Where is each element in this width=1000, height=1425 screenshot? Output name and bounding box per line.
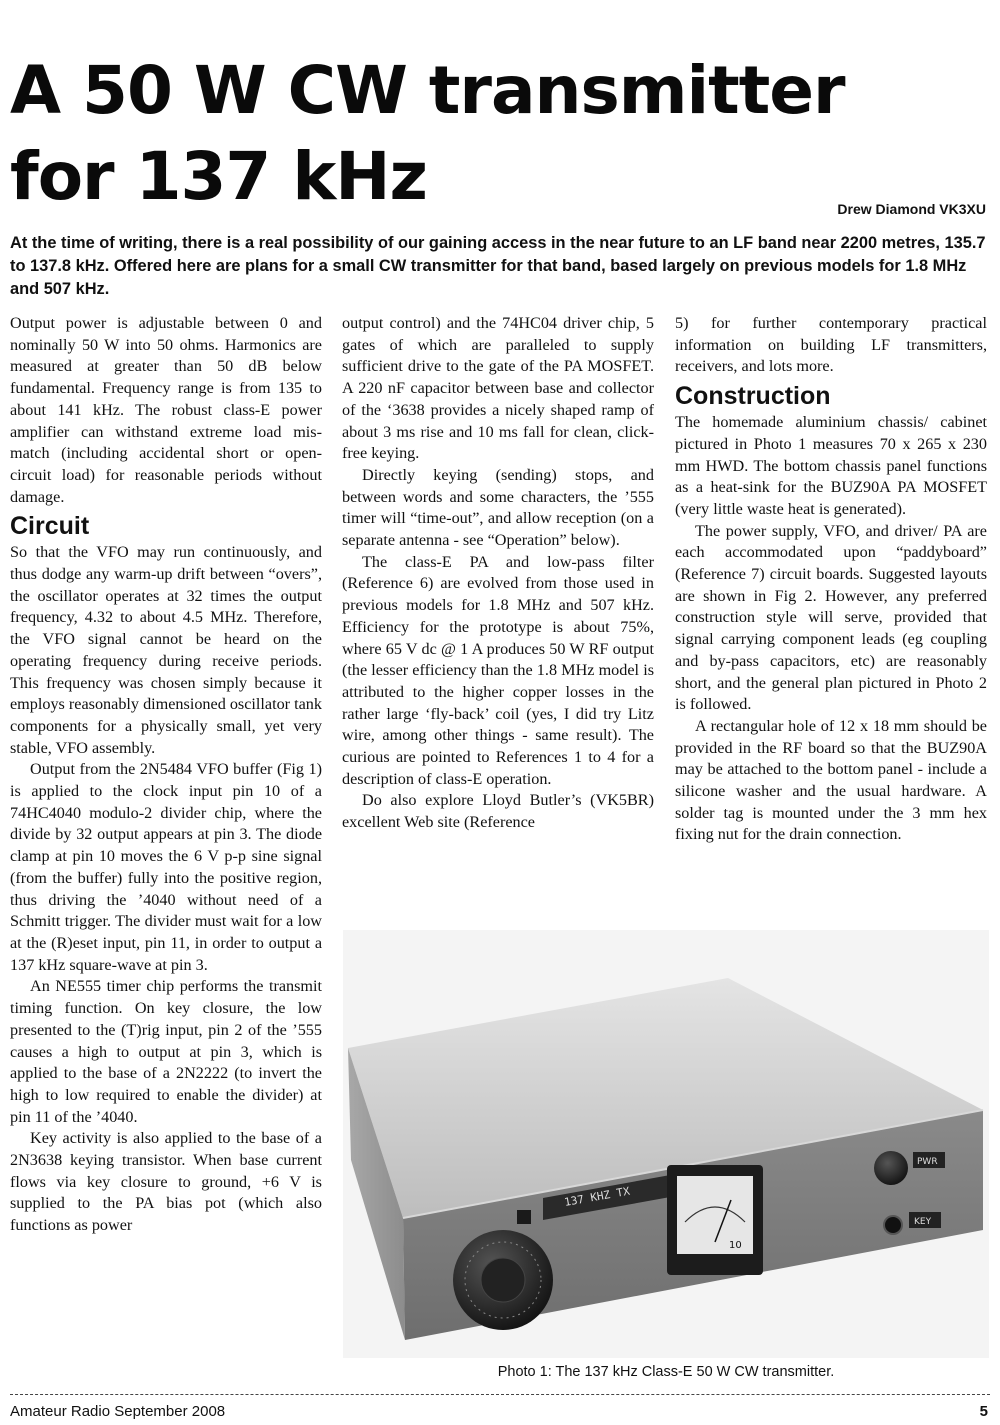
col2-paragraph-3: The class-E PA and low-pass filter (Reference 6) are evolved from those used in previous models for 1.8 MHz and 507 kHz. Efficiency for the prototype is about 75%, where 65 V dc @ 1 A produces 50 W RF output (the lesser efficiency than the 1.8 MHz model is attributed to the higher copper losses in the rather large ‘fly-back’ coil (yes, I did try Litz wire, among other things - same result). The curious are pointed to References 1 to 4 for a description of class-E operation. [342,552,654,788]
page-number: 5 [979,1403,988,1420]
col2-paragraph-2: Directly keying (sending) stops, and between words and some characters, the ’555 timer will “time-out”, and allow reception (on a separate antenna - see “Operation” below). [342,465,654,550]
author-byline: Drew Diamond VK3XU [837,201,986,217]
col3-paragraph-1: 5) for further contemporary practical information on building LF transmitters, receivers, and lots more. [675,314,987,376]
transmitter-photo [343,930,989,1358]
footer-divider [10,1394,990,1395]
pwr-label: PWR [917,1157,938,1167]
col2-paragraph-1: output control) and the 74HC04 driver chip, 5 gates of which are paralleled to supply sufficient drive to the gate of the PA MOSFET. A 220 nF capacitor between base and collector of the ‘3638 provides a nicely shaped ramp of about 3 ms rise and 10 ms fall for clean, click-free keying. [342,314,654,463]
col2-paragraph-4: Do also explore Lloyd Butler’s (VK5BR) excellent Web site (Reference [342,791,654,832]
col3-paragraph-4: A rectangular hole of 12 x 18 mm should be provided in the RF board so that the BUZ90A may be attached to the bottom panel - include a silicone washer and the usual hardware. A solder tag is mounted under the 3 mm hex fixing nut for the drain connection. [675,716,987,844]
key-jack[interactable] [884,1216,902,1234]
key-label: KEY [914,1217,932,1227]
column-1 [10,313,322,1237]
col1-paragraph-4: An NE555 timer chip performs the transmit timing function. On key closure, the low presented to the (T)rig input, pin 2 of the ’555 causes a high to output at pin 3, which is applied to the base of a 2N2222 (to invert the high to low required to enable the divider) at pin 11 of the ’4040. [10,977,322,1126]
col1-paragraph-2: So that the VFO may run continuously, and thus dodge any warm-up drift between “overs”, the oscillator operates at 32 times the output frequency, 4.32 to about 4.5 MHz. Therefore, the VFO signal cannot be heard on the operating frequency during receive periods. This frequency was chosen simply because it employs reasonably dimensioned oscillator tank components for a physically small, yet very stable, VFO assembly. [10,543,322,757]
col1-paragraph-5: Key activity is also applied to the base of a 2N3638 keying transistor. When base current flows via key closure to ground, +6 V is supplied to the PA bias pot (which also functions as power [10,1129,322,1235]
title-line-2: for 137 kHz [10,138,427,215]
photo-caption: Photo 1: The 137 kHz Class-E 50 W CW transmitter. [497,1364,835,1380]
tuning-dial-hub [481,1258,525,1302]
transmitter-illustration [343,930,989,1358]
article-title [10,48,845,220]
footer-publication: Amateur Radio September 2008 [10,1403,226,1420]
column-3 [675,313,987,846]
meter-scale-label: 10 [729,1240,742,1251]
column-2 [342,313,654,834]
dial-index-mark [517,1210,531,1224]
panel-label-text: 137 KHZ TX [563,1184,631,1209]
col1-paragraph-3: Output from the 2N5484 VFO buffer (Fig 1) is applied to the clock input pin 10 of a 74HC4040 modulo-2 divider chip, where the divide by 32 output appears at pin 3. The diode clamp at pin 10 moves the 6 V p-p sine signal (from the buffer) fully into the positive region, thus driving the ’4040 without need of a Schmitt trigger. The divider must wait for a low at the (R)eset input, pin 11, in order to output a 137 kHz square-wave at pin 3. [10,760,322,974]
heading-circuit: Circuit [10,512,90,541]
col3-paragraph-3: The power supply, VFO, and driver/ PA are each accommodated upon “paddyboard” (Reference 7) circuit boards. Suggested layouts are shown in Fig 2. However, any preferred construction style will serve, provided that signal carrying component leads (eg coupling and by-pass capacitors, etc) are reasonably short, and the general plan pictured in Photo 2 is followed. [675,521,987,714]
pwr-knob[interactable] [874,1151,908,1185]
intro-paragraph: At the time of writing, there is a real possibility of our gaining access in the near future to an LF band near 2200 metres, 135.7 to 137.8 kHz. Offered here are plans for a small CW transmitter for that band, based largely on previous models for 1.8 MHz and 507 kHz. [10,234,986,298]
col3-paragraph-2: The homemade aluminium chassis/ cabinet pictured in Photo 1 measures 70 x 265 x 230 mm HWD. The bottom chassis panel functions as a heat-sink for the BUZ90A PA MOSFET (very little waste heat is generated). [675,413,987,518]
heading-construction: Construction [675,382,831,411]
col1-paragraph-1: Output power is adjustable between 0 and nominally 50 W into 50 ohms. Harmonics are measured at greater than 50 dB below fundamental. Frequency range is from 135 to about 141 kHz. The robust class-E power amplifier can withstand extreme load mis-match (including accidental short or open-circuit load) for reasonable periods without damage. [10,314,322,506]
title-line-1: A 50 W CW transmitter [10,52,845,129]
